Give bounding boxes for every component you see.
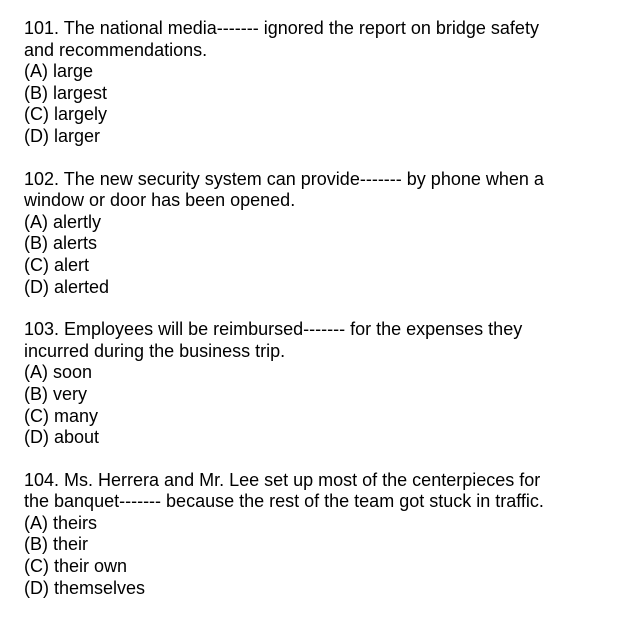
question-stem-line: incurred during the business trip. — [24, 340, 286, 361]
answer-option-c: (C) many — [24, 405, 99, 426]
question-stem-line: 101. The national media------- ignored the report on bridge safety — [24, 18, 539, 38]
answer-option-a: (A) theirs — [24, 512, 98, 533]
answer-option-b: (B) largest — [24, 82, 108, 103]
question-stem-line: 102. The new security system can provide------- by phone when a — [24, 168, 544, 189]
answer-option-d: (D) alerted — [24, 276, 110, 297]
answer-option-d: (D) themselves — [24, 577, 146, 598]
answer-option-c: (C) alert — [24, 254, 90, 275]
question-103 — [24, 319, 604, 449]
question-104 — [24, 470, 604, 600]
question-stem-line: 103. Employees will be reimbursed------- for the expenses they — [24, 319, 523, 340]
question-stem-line: the banquet------- because the rest of the team got stuck in traffic. — [24, 491, 544, 512]
answer-option-c: (C) largely — [24, 104, 108, 125]
question-sheet — [24, 18, 604, 620]
answer-option-a: (A) soon — [24, 362, 93, 383]
answer-option-c: (C) their own — [24, 556, 128, 577]
answer-option-d: (D) about — [24, 427, 100, 448]
answer-option-b: (B) alerts — [24, 233, 98, 254]
answer-option-b: (B) their — [24, 534, 89, 555]
answer-option-a: (A) large — [24, 61, 94, 82]
answer-option-b: (B) very — [24, 383, 87, 404]
question-stem-line: window or door has been opened. — [24, 190, 296, 211]
question-stem-line: and recommendations. — [24, 39, 208, 60]
answer-option-a: (A) alertly — [24, 211, 102, 232]
question-102 — [24, 169, 604, 299]
question-101 — [24, 18, 604, 148]
answer-option-d: (D) larger — [24, 125, 101, 146]
question-stem-line: 104. Ms. Herrera and Mr. Lee set up most of the centerpieces for — [24, 469, 541, 490]
